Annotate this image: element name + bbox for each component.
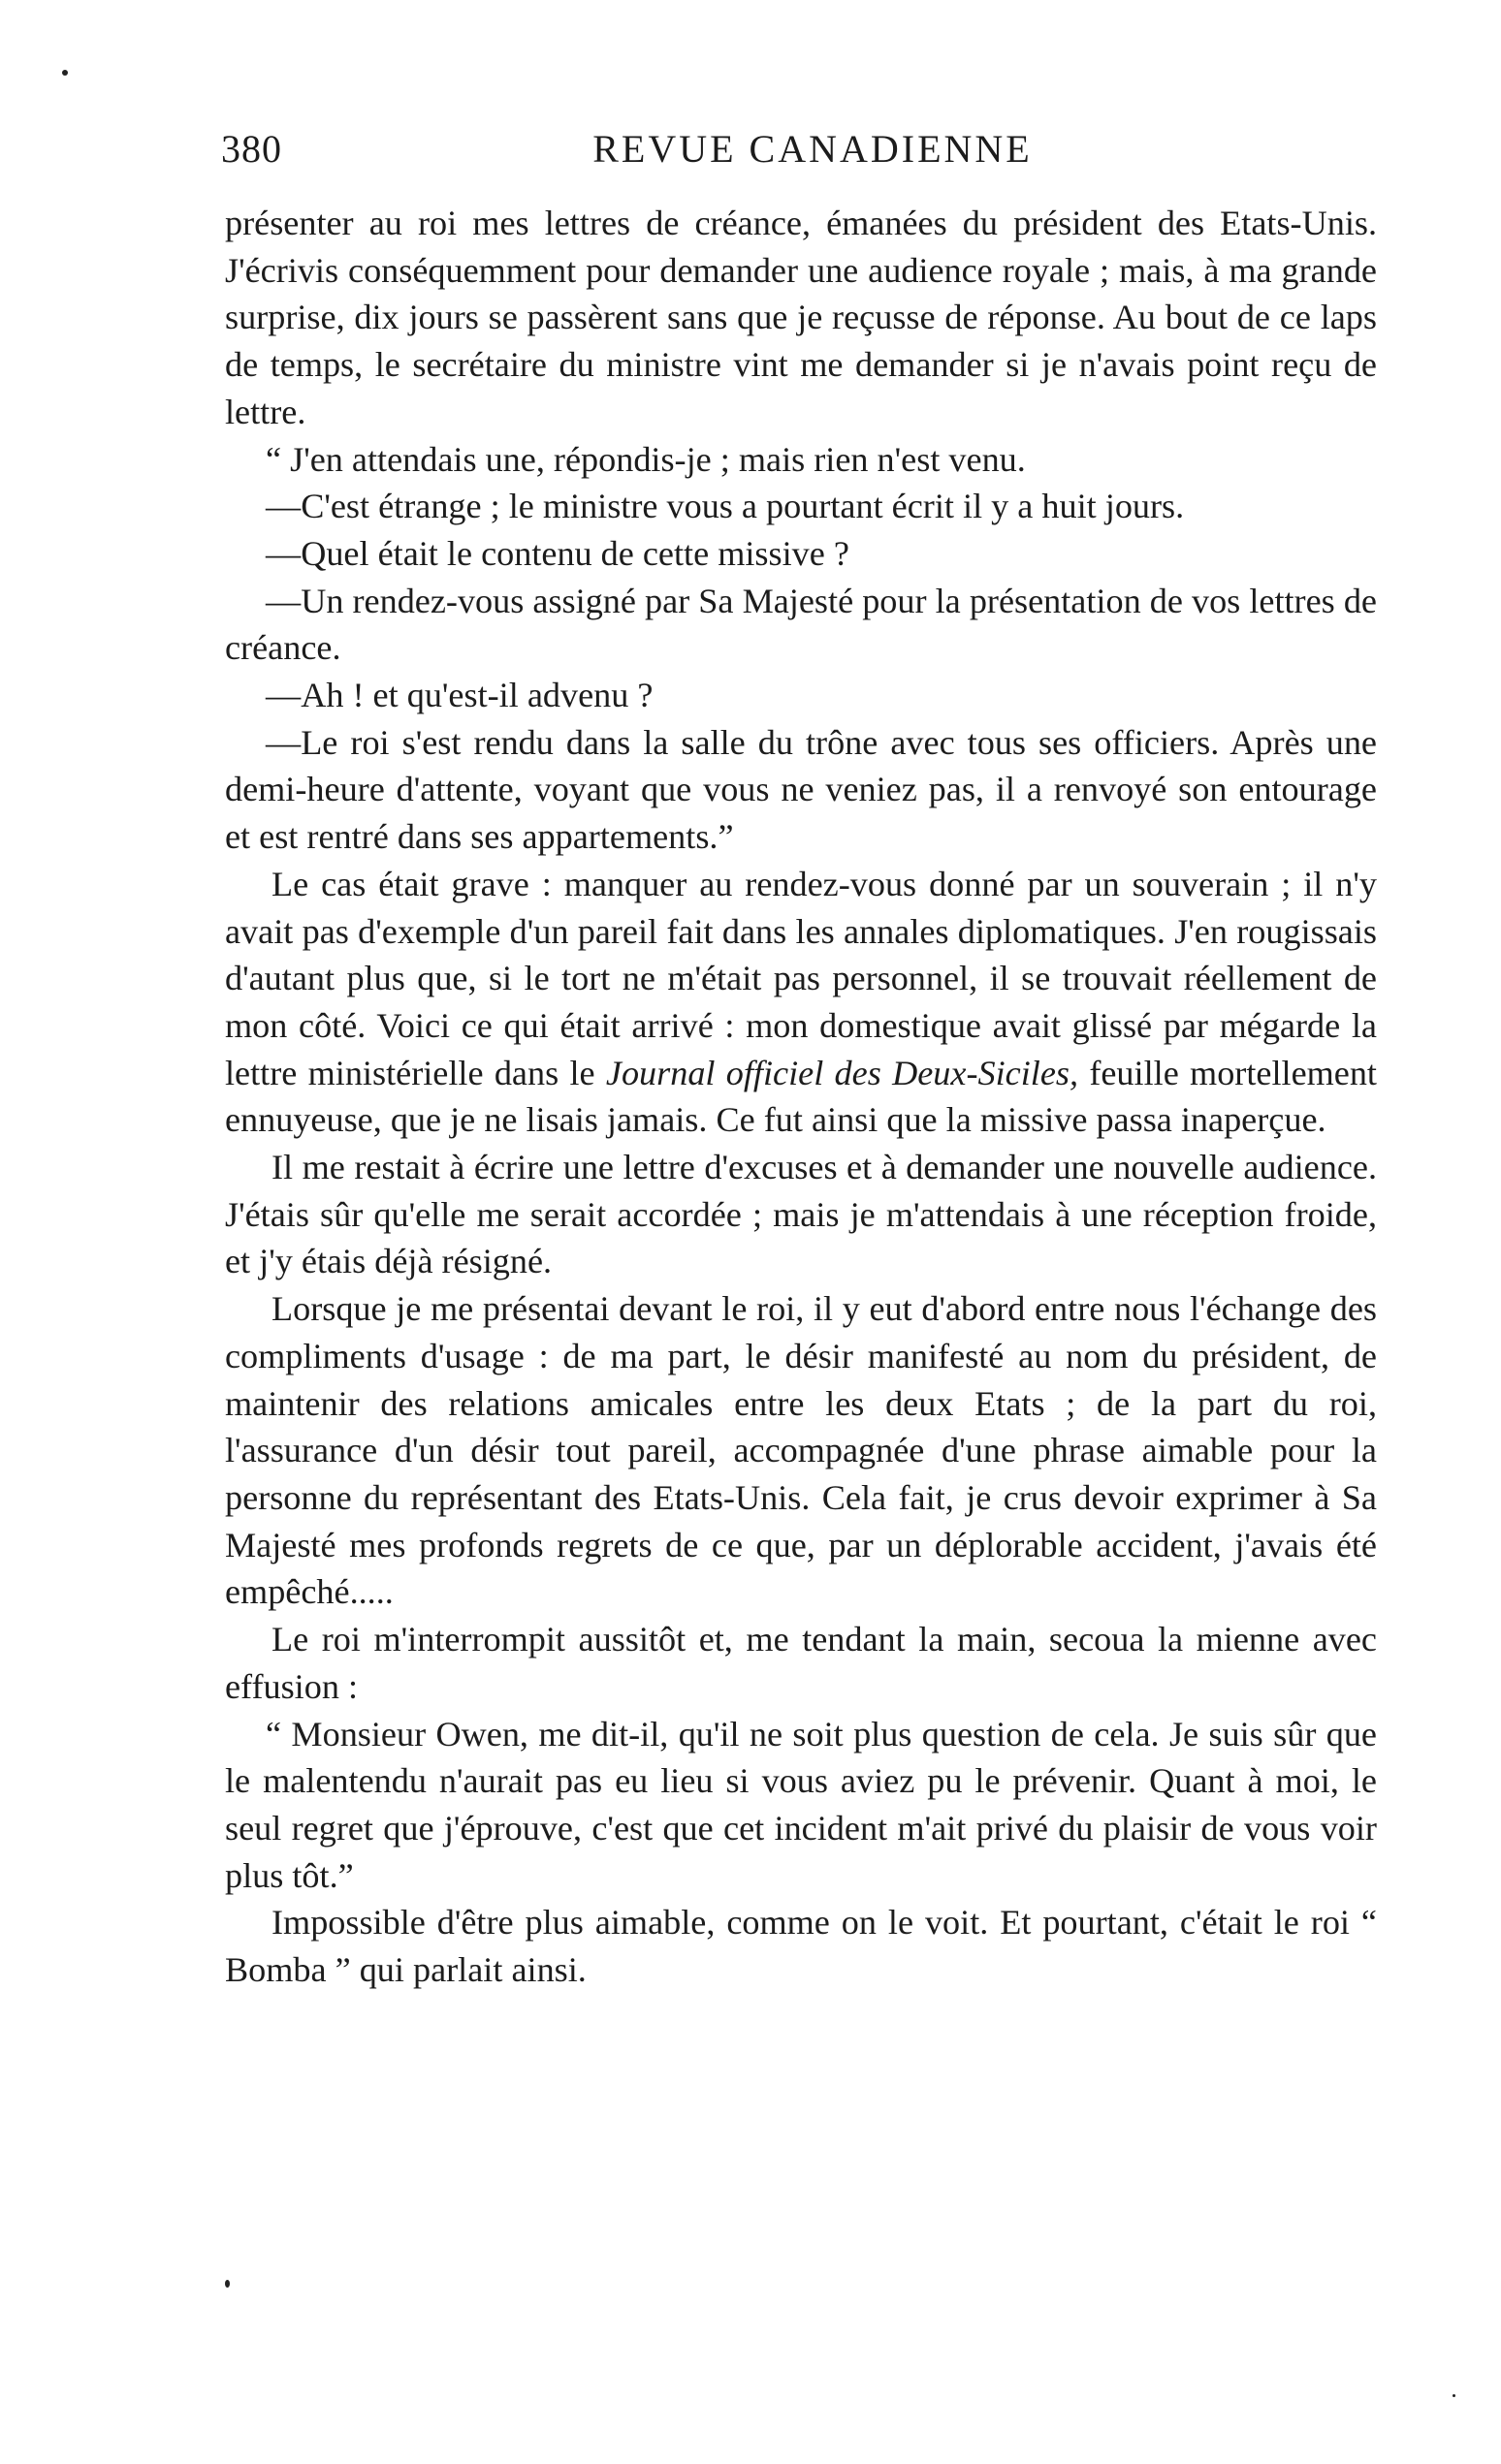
paragraph: Impossible d'être plus aimable, comme on le voit. Et pourtant, c'était le roi “ Bomba ” qui parlait ainsi.: [225, 1903, 1377, 1990]
dialogue-line: “ J'en attendais une, répondis-je ; mais rien n'est venu.: [266, 439, 1026, 479]
paragraph: Le roi m'interrompit aussitôt et, me tendant la main, secoua la mienne avec effusion :: [225, 1620, 1377, 1706]
journal-name-italic: Journal officiel des Deux-Siciles,: [605, 1053, 1079, 1092]
paragraph: [225, 861, 1377, 1144]
dialogue-line: —Quel était le contenu de cette missive ?: [266, 533, 849, 573]
paragraph-continuation: présenter au roi mes lettres de créance, émanées du président des Etats-Unis. J'écrivis conséquemment pour demander une audience royale ; mais, à ma grande surprise, dix jours se passèrent sans que je reçusse de réponse. Au bout de ce laps de temps, le secrétaire du ministre vint me demander si je n'avais point reçu de lettre.: [225, 204, 1377, 431]
dialogue-line: “ Monsieur Owen, me dit-il, qu'il ne soit plus question de cela. Je suis sûr que le malentendu n'aurait pas eu lieu si vous aviez pu le prévenir. Quant à moi, le seul regret que j'éprouve, c'est que cet incident m'ait privé du plaisir de vous voir plus tôt.”: [225, 1714, 1377, 1895]
paragraph: Lorsque je me présentai devant le roi, il y eut d'abord entre nous l'échange des compliments d'usage : de ma part, le désir manifesté au nom du président, de maintenir des relations amicales entre les deux Etats ; de la part du roi, l'assurance d'un désir tout pareil, accompagnée d'une phrase aimable pour la personne du représentant des Etats-Unis. Cela fait, je crus devoir exprimer à Sa Majesté mes profonds regrets de ce que, par un déplorable accident, j'avais été empêché.....: [225, 1289, 1377, 1612]
paragraph-text: feuille mortellement ennuyeuse, que je ne lisais jamais. Ce fut ainsi que la missive passa inaperçue.: [225, 1053, 1377, 1140]
ink-speck: [62, 70, 68, 76]
dialogue-line: —Un rendez-vous assigné par Sa Majesté pour la présentation de vos lettres de créance.: [225, 581, 1377, 668]
dialogue-line: —Ah ! et qu'est-il advenu ?: [266, 676, 654, 715]
ink-speck: [1453, 2394, 1455, 2397]
journal-title: REVUE CANADIENNE: [592, 127, 1033, 171]
paragraph-text: Le cas était grave : manquer au rendez-vous donné par un souverain ; il n'y avait pas d'exemple d'un pareil fait dans les annales diplomatiques. J'en rougissais d'autant plus que, si le tort ne m'était pas personnel, il se trouvait réellement de mon côté. Voici ce qui était arrivé : mon domestique avait glissé par mégarde la lettre ministérielle dans le: [225, 864, 1377, 1092]
dialogue-line: —C'est étrange ; le ministre vous a pourtant écrit il y a huit jours.: [266, 487, 1185, 526]
body-text: [225, 200, 1377, 1994]
dialogue-line: —Le roi s'est rendu dans la salle du trône avec tous ses officiers. Après une demi-heure d'attente, voyant que vous ne veniez pas, il a renvoyé son entourage et est rentré dans ses appartements.”: [225, 722, 1377, 857]
page-number: 380: [221, 127, 282, 171]
paragraph: Il me restait à écrire une lettre d'excuses et à demander une nouvelle audience. J'étais sûr qu'elle me serait accordée ; mais je m'attendais à une réception froide, et j'y étais déjà résigné.: [225, 1148, 1377, 1281]
running-head: [221, 126, 1375, 184]
ink-speck: [225, 2280, 230, 2288]
